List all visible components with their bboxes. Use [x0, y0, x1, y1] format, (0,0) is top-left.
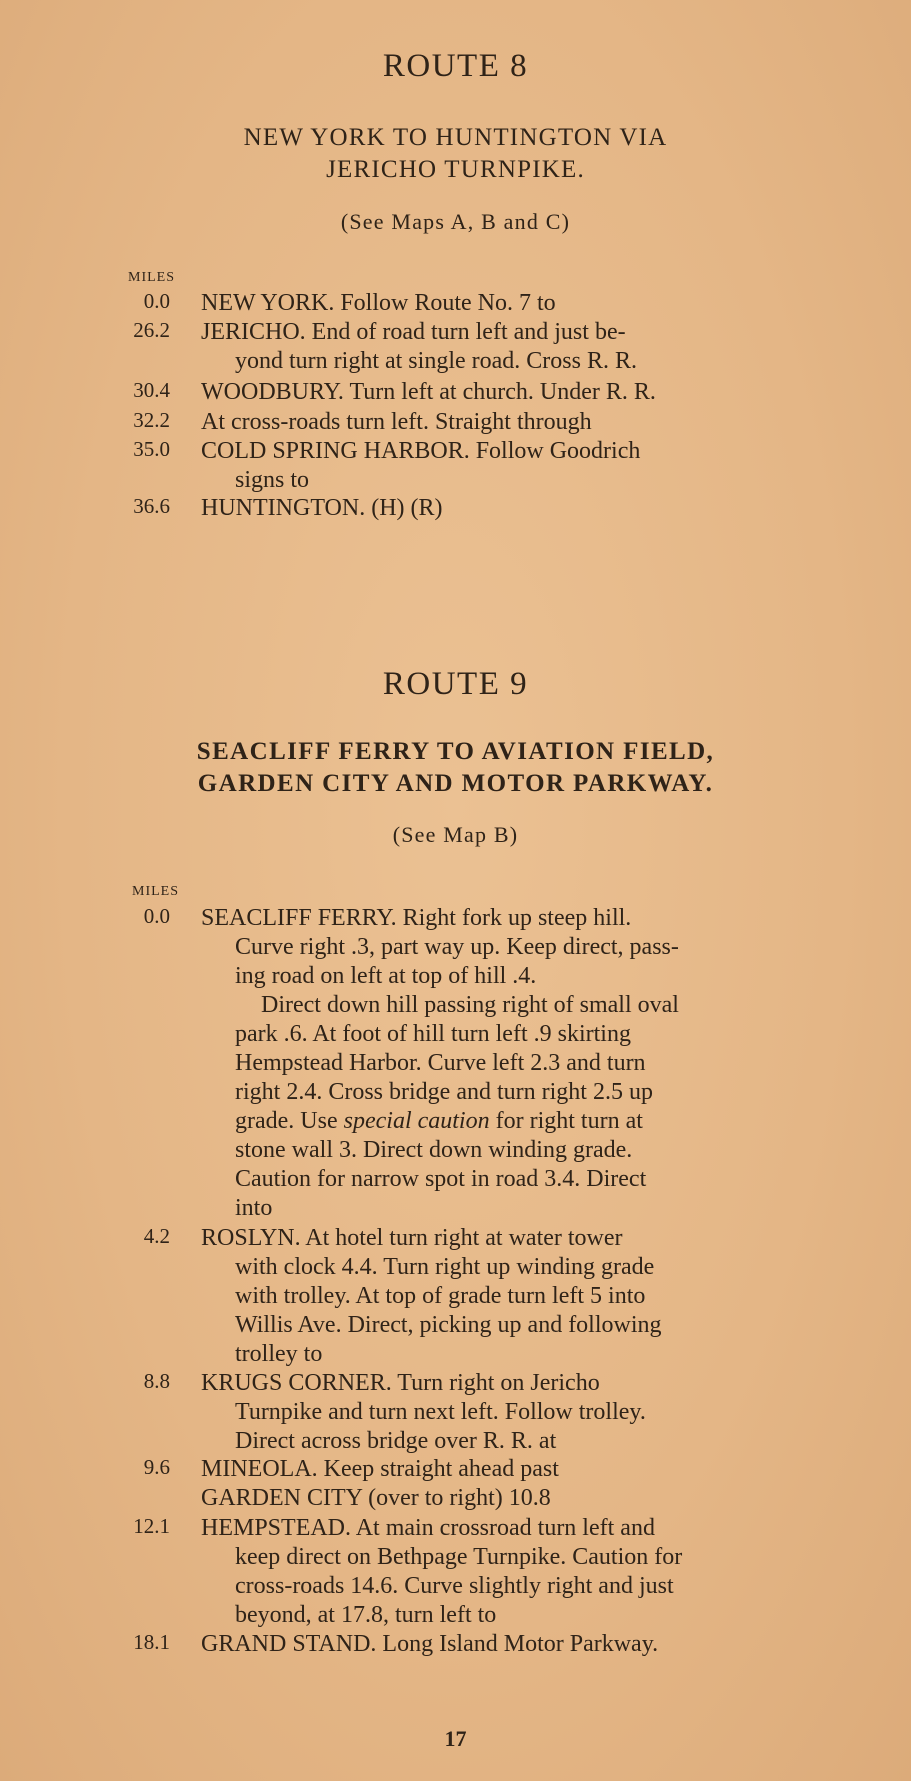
instruction-line: keep direct on Bethpage Turnpike. Caution for	[235, 1544, 683, 1570]
route-8-see-maps: (See Maps A, B and C)	[340, 209, 571, 234]
mileage: 26.2	[133, 318, 170, 342]
route-instruction	[201, 1369, 823, 1456]
instruction-line: trolley to	[235, 1341, 323, 1367]
mileage: 32.2	[133, 408, 170, 432]
route-8-title: ROUTE 8	[382, 48, 529, 84]
mileage: 4.2	[143, 1224, 170, 1248]
instruction-line: MINEOLA. Keep straight ahead past	[201, 1456, 559, 1482]
instruction-line: JERICHO. End of road turn left and just be-	[201, 319, 626, 345]
page-number: 17	[444, 1726, 467, 1751]
instruction-line: cross-roads 14.6. Curve slightly right and just	[235, 1573, 674, 1599]
mileage: 0.0	[143, 289, 170, 313]
route-instruction	[201, 1630, 823, 1659]
route-8-subtitle	[0, 122, 911, 186]
instruction-line: Willis Ave. Direct, picking up and following	[235, 1312, 662, 1338]
mileage: 9.6	[143, 1455, 170, 1479]
instruction-line: GARDEN CITY (over to right) 10.8	[201, 1485, 551, 1511]
instruction-line: At cross-roads turn left. Straight through	[201, 409, 592, 435]
route-instruction	[201, 437, 823, 495]
emphasis-text: special caution	[343, 1108, 490, 1134]
mileage: 0.0	[143, 904, 170, 928]
route-9-subtitle-line-1: SEACLIFF FERRY TO AVIATION FIELD,	[196, 738, 715, 765]
mileage: 8.8	[143, 1369, 170, 1393]
instruction-text: grade. Use	[235, 1108, 338, 1134]
instruction-line: Turnpike and turn next left. Follow trolley.	[235, 1399, 646, 1425]
instruction-line: WOODBURY. Turn left at church. Under R. R.	[201, 379, 656, 405]
mileage: 30.4	[133, 378, 170, 402]
instruction-line: KRUGS CORNER. Turn right on Jericho	[201, 1370, 600, 1396]
instruction-line: right 2.4. Cross bridge and turn right 2.5 up	[235, 1079, 653, 1105]
mileage: 18.1	[133, 1630, 170, 1654]
instruction-line: with clock 4.4. Turn right up winding grade	[235, 1254, 655, 1280]
route-8-miles-label: MILES	[128, 270, 175, 285]
route-9-miles-label: MILES	[132, 884, 179, 899]
route-8-subtitle-line-2: JERICHO TURNPIKE.	[326, 156, 585, 183]
instruction-line: ing road on left at top of hill .4.	[235, 963, 537, 989]
route-instruction	[201, 289, 823, 318]
instruction-line: with trolley. At top of grade turn left 5 into	[235, 1283, 646, 1309]
route-9-see-maps: (See Map B)	[392, 822, 519, 847]
route-9-title: ROUTE 9	[382, 666, 529, 702]
instruction-line: Hempstead Harbor. Curve left 2.3 and turn	[235, 1050, 646, 1076]
instruction-line: stone wall 3. Direct down winding grade.	[235, 1137, 633, 1163]
route-instruction	[201, 1514, 823, 1630]
instruction-line	[201, 1107, 823, 1136]
instruction-line: ROSLYN. At hotel turn right at water tower	[201, 1225, 623, 1251]
route-instruction	[201, 1455, 823, 1513]
route-instruction	[201, 494, 823, 523]
instruction-text: for right turn at	[495, 1108, 643, 1134]
route-9-subtitle-line-2: GARDEN CITY AND MOTOR PARKWAY.	[197, 770, 714, 797]
mileage: 35.0	[133, 437, 170, 461]
instruction-line: Direct down hill passing right of small oval	[261, 992, 679, 1018]
route-instruction	[201, 408, 823, 437]
instruction-line: Curve right .3, part way up. Keep direct, pass-	[235, 934, 679, 960]
instruction-line: COLD SPRING HARBOR. Follow Goodrich	[201, 438, 641, 464]
route-8-subtitle-line-1: NEW YORK TO HUNTINGTON VIA	[243, 124, 668, 151]
instruction-line: HUNTINGTON. (H) (R)	[201, 495, 443, 521]
instruction-line: signs to	[235, 467, 310, 493]
instruction-line: into	[235, 1195, 273, 1221]
instruction-line: beyond, at 17.8, turn left to	[235, 1602, 497, 1628]
instruction-line: GRAND STAND. Long Island Motor Parkway.	[201, 1631, 659, 1657]
instruction-line: Caution for narrow spot in road 3.4. Direct	[235, 1166, 647, 1192]
instruction-line: park .6. At foot of hill turn left .9 skirting	[235, 1021, 631, 1047]
route-instruction	[201, 904, 823, 1223]
instruction-line: HEMPSTEAD. At main crossroad turn left and	[201, 1515, 655, 1541]
mileage: 36.6	[133, 494, 170, 518]
route-instruction	[201, 378, 823, 407]
instruction-line: yond turn right at single road. Cross R. R.	[235, 348, 637, 374]
instruction-line: SEACLIFF FERRY. Right fork up steep hill.	[201, 905, 632, 931]
instruction-line: NEW YORK. Follow Route No. 7 to	[201, 290, 556, 316]
route-9-subtitle	[0, 736, 911, 800]
route-instruction	[201, 318, 823, 376]
route-instruction	[201, 1224, 823, 1369]
instruction-line: Direct across bridge over R. R. at	[235, 1428, 557, 1454]
mileage: 12.1	[133, 1514, 170, 1538]
